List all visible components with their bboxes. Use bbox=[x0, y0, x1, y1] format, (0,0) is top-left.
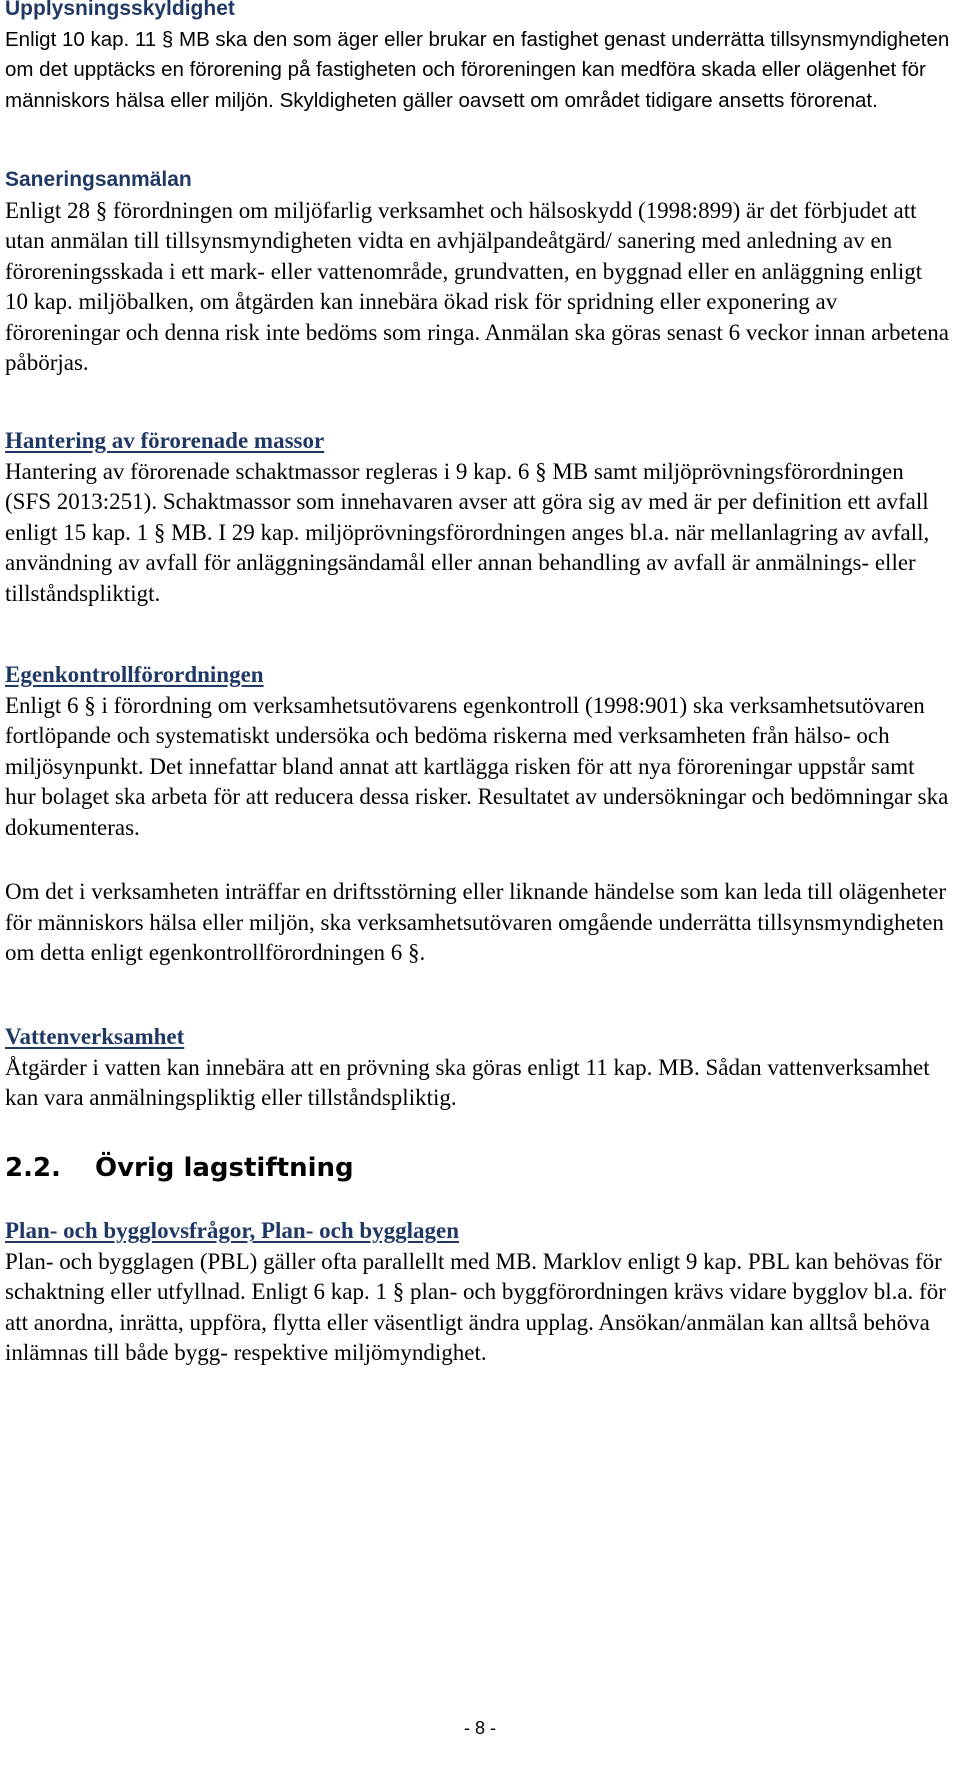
section-heading: Egenkontrollförordningen bbox=[5, 662, 264, 687]
section-heading: Saneringsanmälan bbox=[5, 168, 192, 191]
chapter-heading bbox=[5, 1153, 354, 1183]
section-heading: Vattenverksamhet bbox=[5, 1024, 185, 1049]
section-body-1: Enligt 6 § i förordning om verksamhetsutövarens egenkontroll (1998:901) ska verksamhetsutövaren fortlöpande och systematiskt undersöka och bedöma riskerna med verksamheten från hälso- och miljösynpunkt. Det innefattar bland annat att kartlägga risken för att nya föroreningar uppstår samt hur bolaget ska arbeta för att reducera dessa risker. Resultatet av undersökningar och bedömningar ska dokumenteras. bbox=[5, 692, 949, 840]
section-egenkontroll bbox=[5, 660, 950, 843]
section-egenkontroll-cont bbox=[5, 877, 950, 969]
section-hantering bbox=[5, 426, 950, 609]
section-saneringsanmalan bbox=[5, 165, 950, 379]
section-body: Åtgärder i vatten kan innebära att en prövning ska göras enligt 11 kap. MB. Sådan vattenverksamhet kan vara anmälningspliktig eller tillståndspliktig. bbox=[5, 1054, 930, 1110]
section-body-2: Om det i verksamheten inträffar en driftsstörning eller liknande händelse som kan leda till olägenheter för människors hälsa eller miljön, ska verksamhetsutövaren omgående underrätta tillsynsmyndigheten om detta enligt egenkontrollförordningen 6 §. bbox=[5, 879, 946, 965]
chapter-title: Övrig lagstiftning bbox=[95, 1153, 354, 1183]
section-heading: Plan- och bygglovsfrågor, Plan- och bygglagen bbox=[5, 1218, 460, 1243]
section-upplysningsskyldighet bbox=[5, 0, 950, 116]
section-body: Hantering av förorenade schaktmassor regleras i 9 kap. 6 § MB samt miljöprövningsförordningen (SFS 2013:251). Schaktmassor som innehavaren avser att göra sig av med är per definition ett avfall enligt 15 kap. 1 § MB. I 29 kap. miljöprövningsförordningen anges bl.a. när mellanlagring av avfall, användning av avfall för anläggningsändamål eller annan behandling av avfall är anmälnings- eller tillståndspliktigt. bbox=[5, 458, 930, 606]
section-body: Plan- och bygglagen (PBL) gäller ofta parallellt med MB. Marklov enligt 9 kap. PBL kan behövas för schaktning eller utfyllnad. Enligt 6 kap. 1 § plan- och byggförordningen krävs vidare bygglov bl.a. för att anordna, inrätta, uppföra, flytta eller väsentligt ändra upplag. Ansökan/anmälan kan alltså behöva inlämnas till både bygg- respektive miljömyndighet. bbox=[5, 1248, 946, 1365]
section-plan-och-bygglag bbox=[5, 1216, 950, 1369]
section-body: Enligt 28 § förordningen om miljöfarlig verksamhet och hälsoskydd (1998:899) är det förbjudet att utan anmälan till tillsynsmyndigheten vidta en avhjälpandeåtgärd/ sanering med anledning av en föroreningsskada i ett mark- eller vattenområde, grundvatten, en byggnad eller en anläggning enligt 10 kap. miljöbalken, om åtgärden kan innebära ökad risk för spridning eller exponering av föroreningar och denna risk inte bedöms som ringa. Anmälan ska göras senast 6 veckor innan arbetena påbörjas. bbox=[5, 197, 949, 375]
section-heading: Hantering av förorenade massor bbox=[5, 428, 325, 453]
page-number: - 8 - bbox=[463, 1718, 496, 1738]
chapter-number: 2.2. bbox=[5, 1153, 61, 1183]
section-heading: Upplysningsskyldighet bbox=[5, 0, 235, 20]
section-body: Enligt 10 kap. 11 § MB ska den som äger eller brukar en fastighet genast underrätta tillsynsmyndigheten om det upptäcks en förorening på fastigheten och föroreningen kan medföra skada eller olägenhet för människors hälsa eller miljön. Skyldigheten gäller oavsett om området tidigare ansetts förorenat. bbox=[5, 27, 950, 112]
section-vattenverksamhet bbox=[5, 1022, 950, 1114]
